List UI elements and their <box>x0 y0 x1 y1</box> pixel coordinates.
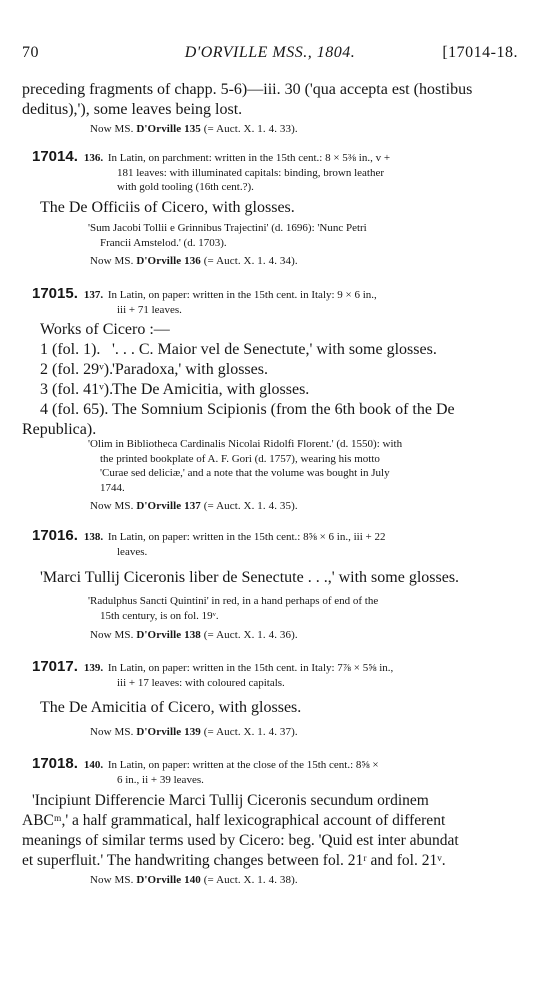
ms-shelfmark: D'Orville 136 <box>136 255 201 267</box>
now-ms-line <box>90 498 298 514</box>
provenance-note <box>88 594 508 623</box>
entry-title: 'Marci Tullij Ciceronis liber de Senectute . . .,' with some glosses. <box>40 569 460 586</box>
now-label: Now MS. <box>90 123 134 135</box>
provenance-note <box>88 221 508 250</box>
catalogue-number: 136. <box>83 152 104 164</box>
note-line: Francii Amstelod.' (d. 1703). <box>100 236 227 249</box>
now-ms-line <box>90 121 298 137</box>
entry-description: In Latin, on paper: written in the 15th cent.: 8⅝ × 6 in., iii + 22 <box>107 531 386 543</box>
text-line: preceding fragments of chapp. 5-6)—iii. 30 ('qua accepta est (hostibus <box>22 81 473 98</box>
ms-shelfmark: D'Orville 135 <box>136 123 201 135</box>
entry-number: 17016. <box>32 527 78 544</box>
work-ref: 3 (fol. 41ᵛ). <box>40 381 114 398</box>
ms-shelfmark: D'Orville 137 <box>136 500 201 512</box>
work-item <box>22 380 522 400</box>
text-line: deditus),'), some leaves being lost. <box>22 101 243 118</box>
page-number: 70 <box>22 44 39 61</box>
entry-title: The De Amicitia of Cicero, with glosses. <box>40 699 302 716</box>
now-ms-line <box>90 872 298 888</box>
auct-shelfmark: (= Auct. X. 1. 4. 37). <box>203 726 298 738</box>
entry-description: iii + 71 leaves. <box>117 303 182 316</box>
entry-range: [17014-18. <box>442 44 518 61</box>
entry-description: leaves. <box>117 545 148 558</box>
now-label: Now MS. <box>90 874 134 886</box>
running-title: D'ORVILLE MSS., 1804. <box>184 44 356 61</box>
entry-description: iii + 17 leaves: with coloured capitals. <box>117 676 285 689</box>
catalogue-entry <box>32 287 510 317</box>
ms-shelfmark: D'Orville 139 <box>136 726 201 738</box>
work-item <box>22 340 522 360</box>
work-item <box>22 360 522 380</box>
entry-number: 17014. <box>32 148 78 165</box>
ms-shelfmark: D'Orville 138 <box>136 629 201 641</box>
auct-shelfmark: (= Auct. X. 1. 4. 38). <box>203 874 298 886</box>
catalogue-entry <box>32 150 510 195</box>
entry-description: 181 leaves: with illuminated capitals: binding, brown leather <box>117 166 384 179</box>
work-continuation: Republica). <box>22 421 97 438</box>
now-ms-line <box>90 627 298 643</box>
note-line: 1744. <box>100 481 125 494</box>
note-line: 'Sum Jacobi Tollii e Grinnibus Trajectini' (d. 1696): 'Nunc Petri <box>88 222 367 234</box>
catalogue-number: 140. <box>83 759 104 771</box>
work-item <box>22 400 522 420</box>
now-label: Now MS. <box>90 500 134 512</box>
now-label: Now MS. <box>90 726 134 738</box>
ms-shelfmark: D'Orville 140 <box>136 874 201 886</box>
now-label: Now MS. <box>90 255 134 267</box>
now-ms-line <box>90 253 298 269</box>
work-ref: 1 (fol. 1). <box>40 341 101 358</box>
now-ms-line <box>90 724 298 740</box>
text-line: meanings of similar terms used by Cicero: beg. 'Quid est inter abundat <box>22 832 459 849</box>
now-label: Now MS. <box>90 629 134 641</box>
provenance-note <box>88 437 508 495</box>
entry-number: 17015. <box>32 285 78 302</box>
work-text: 'Paradoxa,' with glosses. <box>112 361 268 378</box>
catalogue-entry <box>32 660 510 690</box>
entry-description: In Latin, on paper: written in the 15th cent. in Italy: 9 × 6 in., <box>107 289 377 301</box>
entry-description: In Latin, on paper: written at the close of the 15th cent.: 8⅝ × <box>107 759 379 771</box>
catalogue-entry <box>32 757 510 787</box>
running-head <box>22 44 518 66</box>
note-line: the printed bookplate of A. F. Gori (d. 1757), wearing his motto <box>100 452 380 465</box>
work-ref: 4 (fol. 65). <box>40 401 109 418</box>
work-text: '. . . C. Maior vel de Senectute,' with some glosses. <box>112 341 437 358</box>
auct-shelfmark: (= Auct. X. 1. 4. 34). <box>203 255 298 267</box>
entry-body <box>22 791 520 871</box>
note-line: 'Radulphus Sancti Quintini' in red, in a hand perhaps of end of the <box>88 595 379 607</box>
intro-paragraph <box>22 80 520 120</box>
entry-title: The De Officiis of Cicero, with glosses. <box>40 199 295 216</box>
catalogue-number: 139. <box>83 662 104 674</box>
text-line: et superfluit.' The handwriting changes between fol. 21ʳ and fol. 21ᵛ. <box>22 852 446 869</box>
entry-description: with gold tooling (16th cent.?). <box>117 181 254 193</box>
catalogue-entry <box>32 529 510 559</box>
auct-shelfmark: (= Auct. X. 1. 4. 36). <box>203 629 298 641</box>
work-text: The De Amicitia, with glosses. <box>112 381 310 398</box>
entry-description: In Latin, on parchment: written in the 15th cent.: 8 × 5⅜ in., v + <box>107 152 391 164</box>
auct-shelfmark: (= Auct. X. 1. 4. 35). <box>203 500 298 512</box>
catalogue-number: 137. <box>83 289 104 301</box>
text-line: 'Incipiunt Differencie Marci Tullij Ciceronis secundum ordinem <box>32 792 429 809</box>
work-ref: 2 (fol. 29ᵛ). <box>40 361 114 378</box>
note-line: 'Curae sed deliciæ,' and a note that the volume was bought in July <box>100 467 390 479</box>
catalogue-number: 138. <box>83 531 104 543</box>
entry-number: 17017. <box>32 658 78 675</box>
works-heading: Works of Cicero :— <box>40 321 170 338</box>
entry-number: 17018. <box>32 755 78 772</box>
auct-shelfmark: (= Auct. X. 1. 4. 33). <box>203 123 298 135</box>
note-line: 'Olim in Bibliotheca Cardinalis Nicolai Ridolfi Florent.' (d. 1550): with <box>88 438 403 450</box>
work-text: The Somnium Scipionis (from the 6th book of the De <box>112 401 455 418</box>
works-list <box>22 320 522 440</box>
note-line: 15th century, is on fol. 19ᵛ. <box>100 609 219 622</box>
text-line: ABCᵐ,' a half grammatical, half lexicographical account of different <box>22 812 446 829</box>
entry-description: 6 in., ii + 39 leaves. <box>117 773 204 786</box>
entry-description: In Latin, on paper: written in the 15th cent. in Italy: 7⅞ × 5⅝ in., <box>107 662 394 674</box>
